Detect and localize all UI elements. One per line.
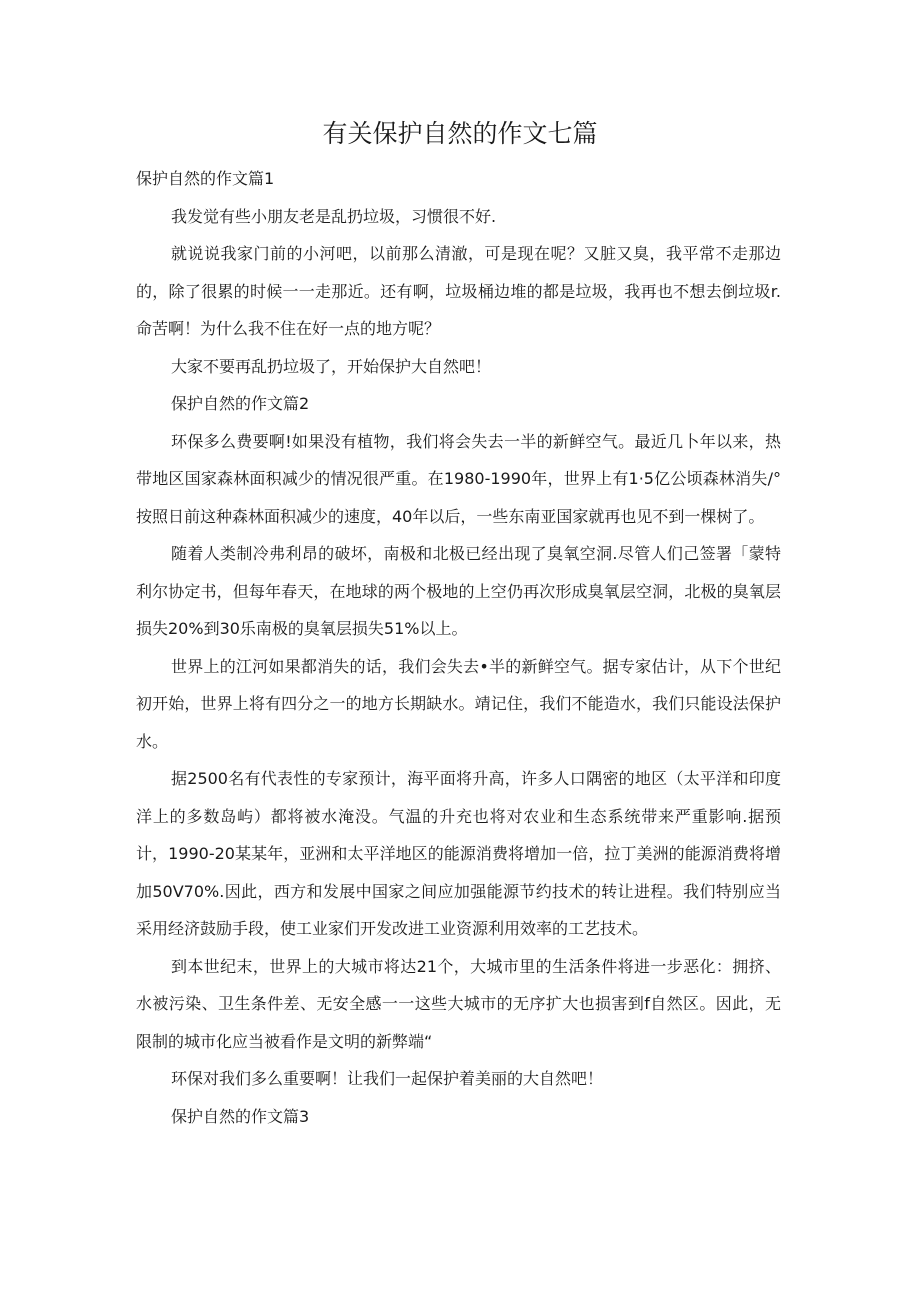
document-title: 有关保护自然的作文七篇 <box>322 119 598 148</box>
paragraph: 世界上的江河如果都消失的话，我们会失去•半的新鲜空气。据专家估计，从下个世纪初开始，世界上将有四分之一的地方长期缺水。靖记住，我们不能造水，我们只能设法保护水。 <box>136 656 781 751</box>
section-heading-2: 保护自然的作文篇2 <box>171 394 310 413</box>
document-body <box>136 160 781 1135</box>
paragraph: 到本世纪末，世界上的大城市将达21个，大城市里的生活条件将进一步恶化：拥挤、水被污染、卫生条件差、无安全感一一这些大城市的无序扩大也损害到f自然区。因此，无限制的城市化应当被看作是文明的新弊端“ <box>136 956 781 1051</box>
section-heading-3: 保护自然的作文篇3 <box>171 1106 310 1126</box>
paragraph: 据2500名有代表性的专家预计，海平面将升高，许多人口隅密的地区（太平洋和印度洋上的多数岛屿）都将被水淹没。气温的升充也将对农业和生态系统带来严重影响.据预计，1990-20某某年，亚洲和太平洋地区的能源消费将增加一倍，拉丁美洲的能源消费将增加50V70%.因此，西方和发展中国家之间应加强能源节约技术的转让进程。我们特别应当采用经济鼓励手段，使工业家们开发改进工业资源利用效率的工艺技术。 <box>136 769 781 938</box>
paragraph: 我发觉有些小朋友老是乱扔垃圾，习惯很不好. <box>171 206 497 226</box>
section-heading-1: 保护自然的作文篇1 <box>136 169 275 188</box>
paragraph: 就说说我家门前的小河吧，以前那么清澈，可是现在呢？又脏又臭，我平常不走那边的，除了很累的时候一一走那近。还有啊，垃圾桶边堆的都是垃圾，我再也不想去倒垃圾r.命苦啊！为什么我不住在好一点的地方呢？ <box>136 244 781 338</box>
paragraph: 随着人类制冷弗利昂的破坏，南极和北极已经出现了臭氧空洞.尽管人们己签署「蒙特利尔协定书，但每年春天，在地球的两个极地的上空仍再次形成臭氧层空洞，北极的臭氧层损失20%到30乐南极的臭氧层损失51%以上。 <box>136 544 781 638</box>
paragraph: 环保对我们多么重要啊！让我们一起保护着美丽的大自然吧！ <box>171 1069 604 1088</box>
paragraph: 环保多么费要啊!如果没有植物，我们将会失去一半的新鲜空气。最近几卜年以来，热带地区国家森林面积减少的情况很严重。在1980-1990年，世界上有1·5亿公顷森林消失/° 按照日前这种森林面积减少的速度，40年以后，一些东南亚国家就再也见不到一棵树了。 <box>136 431 781 526</box>
paragraph: 大家不要再乱扔垃圾了，开始保护大自然吧！ <box>171 356 492 376</box>
